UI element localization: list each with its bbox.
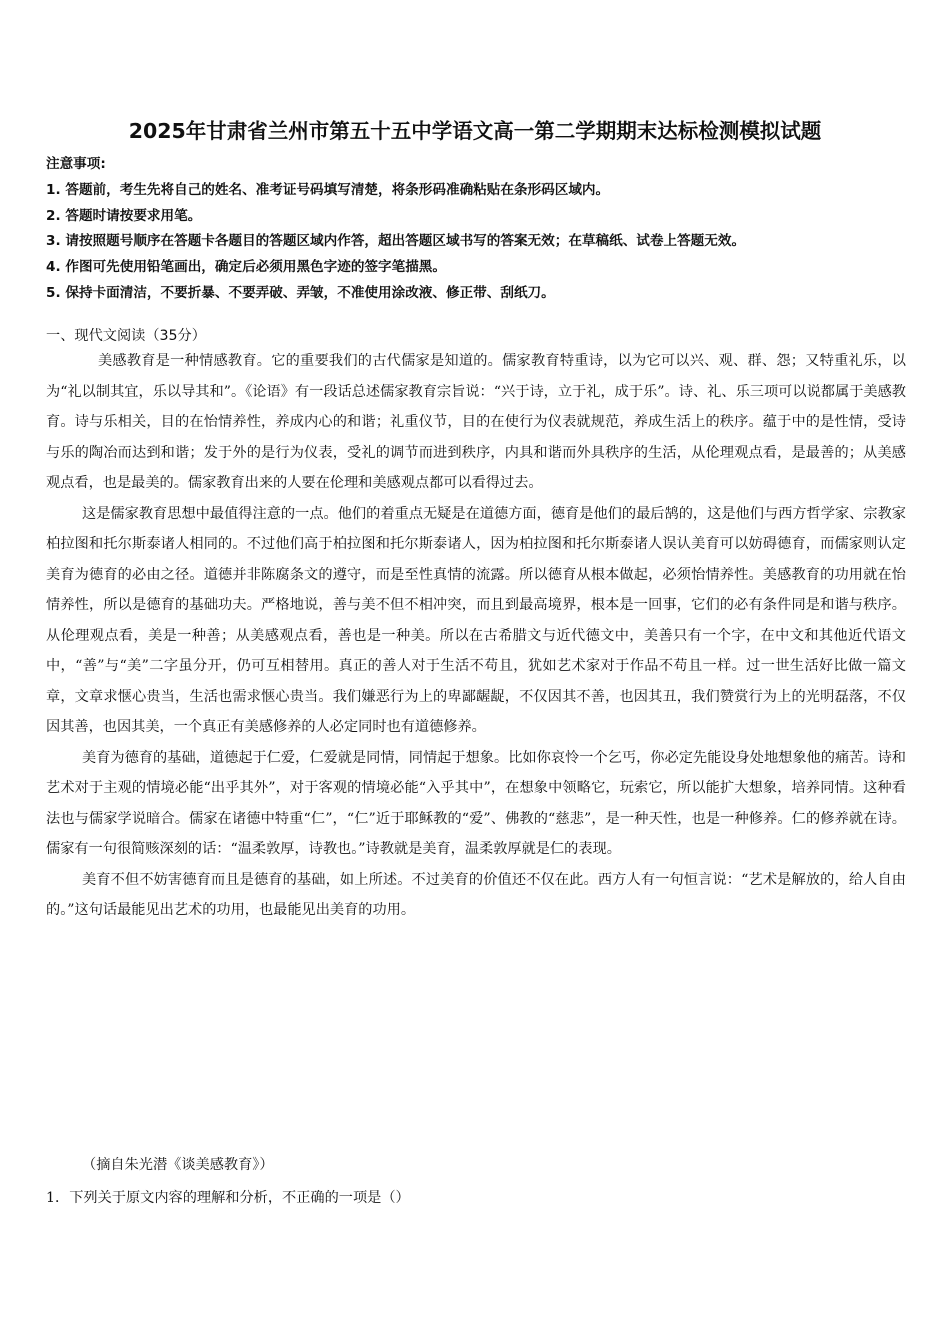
exam-title: 2025年甘肃省兰州市第五十五中学语文高一第二学期期末达标检测模拟试题 (128, 119, 822, 143)
passage-paragraph: 美育为德育的基础，道德起于仁爱，仁爱就是同情，同情起于想象。比如你哀怜一个乞丐，你必定先能设身处地想象他的痛苦。诗和艺术对于主观的情境必能“出乎其外”，对于客观的情境必能“入乎其中”，在想象中领略它，玩索它，所以能扩大想象，培养同情。这种看法也与儒家学说暗合。儒家在诸德中特重“仁”，“仁”近于耶稣教的“爱”、佛教的“慈悲”，是一种天性，也是一种修养。仁的修养就在诗。儒家有一句很简赅深刻的话：“温柔敦厚，诗教也。”诗教就是美育，温柔敦厚就是仁的表现。 (46, 749, 906, 857)
passage-paragraph: 美感教育是一种情感教育。它的重要我们的古代儒家是知道的。儒家教育特重诗，以为它可以兴、观、群、怨；又特重礼乐，以为“礼以制其宜，乐以导其和”。《论语》有一段话总述儒家教育宗旨说：“兴于诗，立于礼，成于乐”。诗、礼、乐三项可以说都属于美感教育。诗与乐相关，目的在怡情养性，养成内心的和谐；礼重仪节，目的在使行为仪表就规范，养成生活上的秩序。蕴于中的是性情，受诗与乐的陶冶而达到和谐；发于外的是行为仪表，受礼的调节而进到秩序，内具和谐而外具秩序的生活，从伦理观点看，是最善的；从美感观点看，也是最美的。儒家教育出来的人要在伦理和美感观点都可以看得过去。 (46, 353, 906, 491)
notice-item: 2. 答题时请按要求用笔。 (46, 207, 202, 224)
notice-heading: 注意事项: (46, 156, 106, 172)
notice-block (46, 152, 926, 307)
section-heading: 一、现代文阅读（35分） (46, 328, 206, 344)
notice-item: 5. 保持卡面清洁，不要折暴、不要弄破、弄皱，不准使用涂改液、修正带、刮纸刀。 (46, 284, 555, 301)
notice-item: 1. 答题前，考生先将自己的姓名、准考证号码填写清楚，将条形码准确粘贴在条形码区域内。 (46, 181, 610, 198)
notice-item: 3. 请按照题号顺序在答题卡各题目的答题区域内作答，超出答题区域书写的答案无效；在草稿纸、试卷上答题无效。 (46, 233, 746, 250)
passage-paragraph: 这是儒家教育思想中最值得注意的一点。他们的着重点无疑是在道德方面，德育是他们的最后鹄的，这是他们与西方哲学家、宗教家柏拉图和托尔斯泰诸人相同的。不过他们高于柏拉图和托尔斯泰诸人，因为柏拉图和托尔斯泰诸人误认美育可以妨碍德育，而儒家则认定美育为德育的必由之径。道德并非陈腐条文的遵守，而是至性真情的流露。所以德育从根本做起，必须怡情养性。美感教育的功用就在怡情养性，所以是德育的基础功夫。严格地说，善与美不但不相冲突，而且到最高境界，根本是一回事，它们的必有条件同是和谐与秩序。从伦理观点看，美是一种善；从美感观点看，善也是一种美。所以在古希腊文与近代德文中，美善只有一个字，在中文和其他近代语文中，“善”与“美”二字虽分开，仍可互相替用。真正的善人对于生活不苟且，犹如艺术家对于作品不苟且一样。过一世生活好比做一篇文章，文章求惬心贵当，生活也需求惬心贵当。我们嫌恶行为上的卑鄙龌龊，不仅因其不善，也因其丑，我们赞赏行为上的光明磊落，不仅因其善，也因其美，一个真正有美感修养的人必定同时也有道德修养。 (46, 505, 906, 735)
question-1: 1．下列关于原文内容的理解和分析，不正确的一项是（） (46, 1190, 410, 1206)
reading-passage (46, 346, 906, 926)
passage-source: （摘自朱光潜《谈美感教育》） (82, 1157, 274, 1173)
notice-item: 4. 作图可先使用铅笔画出，确定后必须用黑色字迹的签字笔描黑。 (46, 259, 446, 276)
passage-paragraph: 美育不但不妨害德育而且是德育的基础，如上所述。不过美育的价值还不仅在此。西方人有一句恒言说：“艺术是解放的，给人自由的。”这句话最能见出艺术的功用，也最能见出美育的功用。 (46, 871, 906, 918)
